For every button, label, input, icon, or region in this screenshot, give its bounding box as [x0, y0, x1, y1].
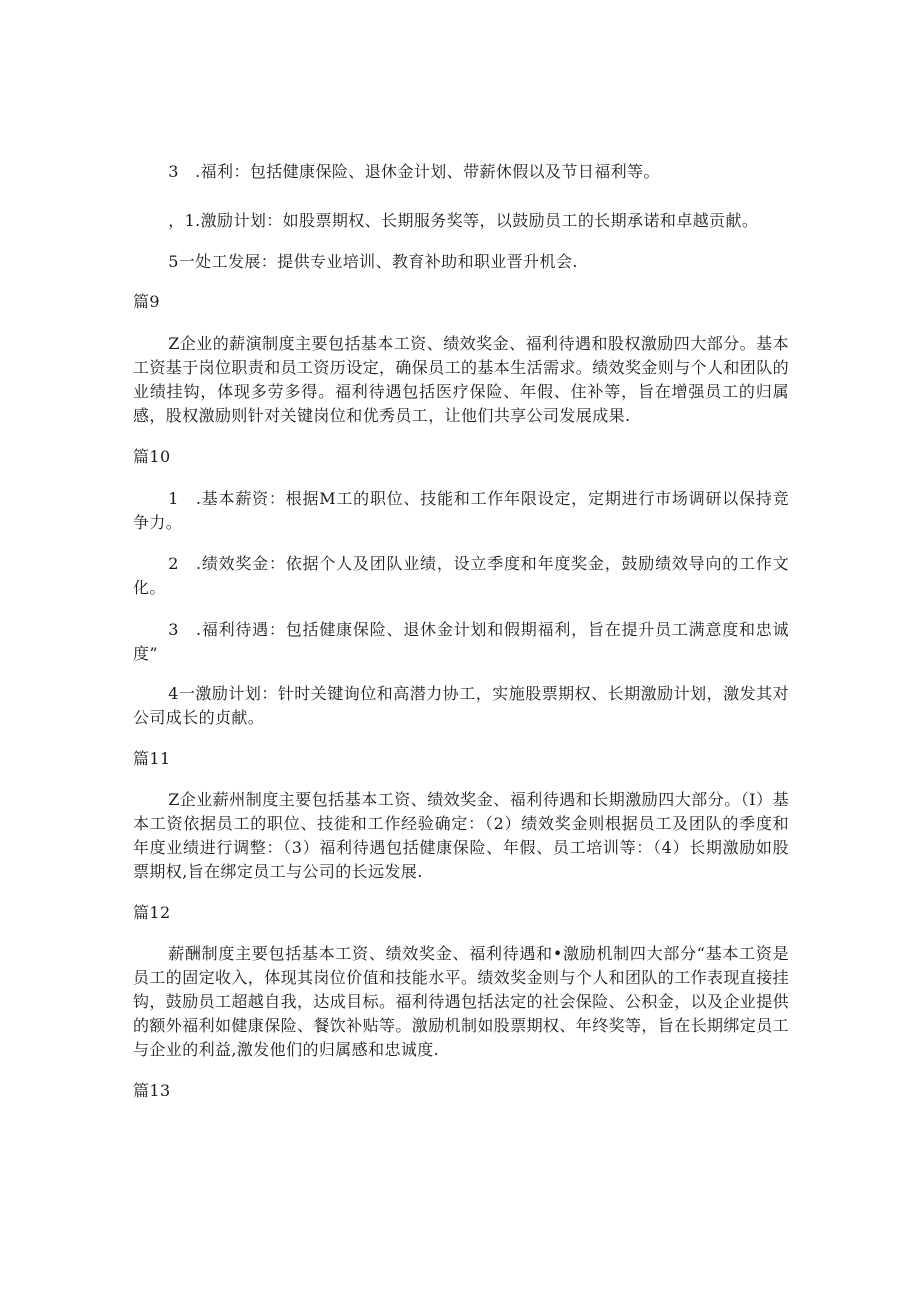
section-10-item-4: 4一激励计划：针时关键询位和高潜力协工，实施股票期权、长期激励计划，激发其对公司成长的贞献。 — [133, 684, 789, 727]
section-heading-10: 篇10 — [133, 447, 171, 466]
section-10-item-1: 1 .基本薪资：根据M工的职位、技能和工作年限设定，定期进行市场调研以保持竞争力。 — [133, 489, 789, 532]
section-9-paragraph: Z企业的薪演制度主要包括基本工资、绩效奖金、福利待遇和股权激励四大部分。基本工资基于岗位职责和员工资历设定，确保员工的基本生活需求。绩效奖金则与个人和团队的业绩挂钩，体现多劳多得。福利待遇包括医疗保险、年假、住补等，旨在增强员工的归属感，股权激励则针对关键岗位和优秀员工，让他们共享公司发展成果. — [133, 334, 790, 425]
list-item-welfare: 3 .福利：包括健康保险、退休金计划、带薪休假以及节日福利等。 — [168, 162, 660, 181]
section-heading-11: 篇11 — [133, 749, 171, 768]
list-item-development: 5一处工发展：提供专业培训、教育补助和职业晋升机会. — [168, 252, 578, 271]
section-heading-13: 篇13 — [133, 1081, 171, 1100]
section-heading-9: 篇9 — [133, 292, 160, 311]
section-heading-12: 篇12 — [133, 903, 171, 922]
section-12-paragraph: 薪酬制度主要包括基本工资、绩效奖金、福利待遇和•激励机制四大部分“基本工资是员工的固定收入，体现其岗位价值和技能水平。绩效奖金则与个人和团队的工作表现直接挂钩，鼓励员工超越自我，达成目标。福利待遇包括法定的社会保险、公积金，以及企业提供的额外福利如健康保险、餐饮补贴等。激励机制如股票期权、年终奖等，旨在长期绑定员工与企业的利益,激发他们的归属感和忠诚度. — [133, 944, 790, 1059]
section-11-paragraph: Z企业薪州制度主要包括基本工资、绩效奖金、福利待遇和长期激励四大部分。（I）基本工资依据员工的职位、技徙和工作经验确定：（2）绩效奖金则根据员工及团队的季度和年度业绩进行调整：（3）福利待遇包括健康保险、年假、员工培训等：（4）长期激励如股票期权,旨在绑定员工与公司的长远发展. — [133, 790, 789, 881]
section-10-item-3: 3 .福利待遇：包括健康保险、退休金计划和假期福利，旨在提升员工满意度和忠诚度” — [133, 620, 789, 663]
section-10-item-2: 2 .绩效奖金：依据个人及团队业绩，设立季度和年度奖金，鼓励绩效导向的工作文化。 — [133, 554, 789, 597]
list-item-incentive: ，1.激励计划：如股票期权、长期服务奖等，以鼓励员工的长期承诺和卓越贡献。 — [168, 211, 759, 230]
